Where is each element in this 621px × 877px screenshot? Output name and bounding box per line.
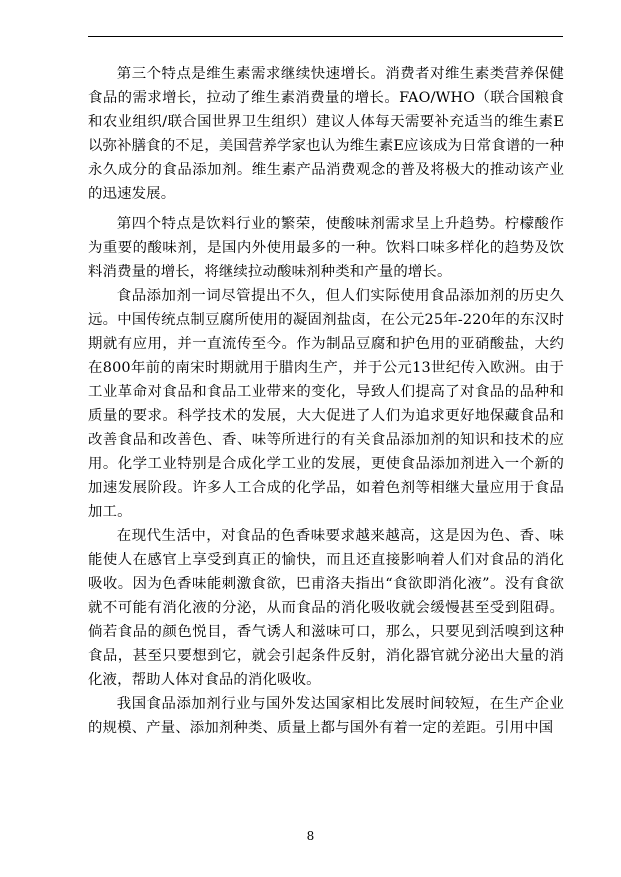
body-text (88, 62, 564, 740)
paragraph-domestic-industry: 我国食品添加剂行业与国外发达国家相比发展时间较短，在生产企业的规模、产量、添加剂种类、质量上都与国外有着一定的差距。引用中国 (88, 696, 564, 736)
page-number: 8 (306, 829, 315, 843)
paragraph-vitamin-demand: 第三个特点是维生素需求继续快速增长。消费者对维生素类营养保健食品的需求增长，拉动了维生素消费量的增长。FAO/WHO（联合国粮食和农业组织/联合国世界卫生组织）建议人体每天需要补充适当的维生素E以弥补膳食的不足，美国营养学家也认为维生素E应该成为日常食谱的一种永久成分的食品添加剂。维生素产品消费观念的普及将极大的推动该产业的迅速发展。 (88, 66, 564, 202)
paragraph-beverage-acidulant: 第四个特点是饮料行业的繁荣，使酸味剂需求呈上升趋势。柠檬酸作为重要的酸味剂，是国内外使用最多的一种。饮料口味多样化的趋势及饮料消费量的增长，将继续拉动酸味剂种类和产量的增长。 (88, 216, 564, 280)
paragraph-color-aroma-taste: 在现代生活中，对食品的色香味要求越来越高，这是因为色、香、味能使人在感官上享受到真正的愉快，而且还直接影响着人们对食品的消化吸收。因为色香味能刺激食欲，巴甫洛夫指出“食欲即消化液”。没有食欲就不可能有消化液的分泌，从而食品的消化吸收就会缓慢甚至受到阻碍。倘若食品的颜色悦目，香气诱人和滋味可口，那么，只要见到活嗅到这种食品，甚至只要想到它，就会引起条件反射，消化器官就分泌出大量的消化液，帮助人体对食品的消化吸收。 (88, 528, 564, 688)
header-rule (88, 36, 563, 37)
paragraph-additive-history: 食品添加剂一词尽管提出不久，但人们实际使用食品添加剂的历史久远。中国传统点制豆腐所使用的凝固剂盐卤，在公元25年-220年的东汉时期就有应用，并一直流传至今。作为制品豆腐和护色用的亚硝酸盐，大约在800年前的南宋时期就用于腊肉生产，并于公元13世纪传入欧洲。由于工业革命对食品和食品工业带来的变化，导致人们提高了对食品的品种和质量的要求。科学技术的发展，大大促进了人们为追求更好地保藏食品和改善食品和改善色、香、味等所进行的有关食品添加剂的知识和技术的应用。化学工业特别是合成化学工业的发展，更使食品添加剂进入一个新的加速发展阶段。许多人工合成的化学品，如着色剂等相继大量应用于食品加工。 (88, 288, 564, 520)
